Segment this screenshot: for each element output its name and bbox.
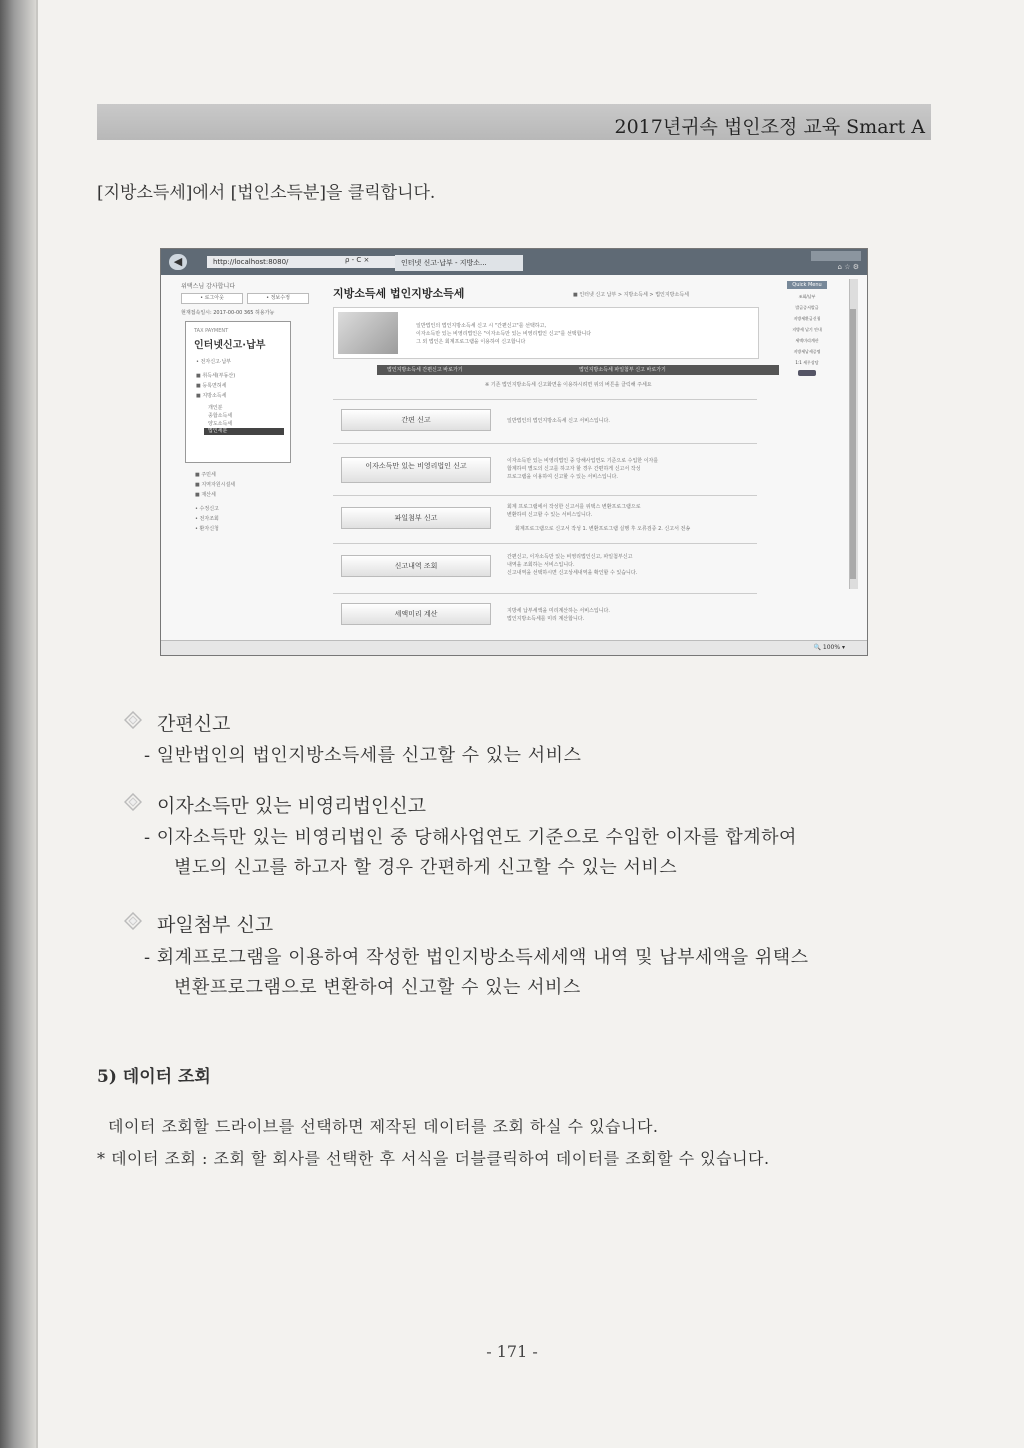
page-number: - 171 - — [486, 1342, 538, 1361]
sidebar-item[interactable]: ■ 지방소득세 — [196, 393, 227, 399]
sidebar-item[interactable]: ■ 등록면허세 — [196, 383, 227, 389]
divider — [333, 399, 757, 400]
simple-filing-button[interactable]: 간편 신고 — [341, 409, 491, 431]
row-description — [507, 553, 777, 577]
book-spine — [0, 0, 36, 1448]
address-bar[interactable]: http://localhost:8080/ — [207, 256, 407, 268]
quick-menu-item[interactable]: 1:1 세무상담 — [795, 360, 819, 365]
intro-text: [지방소득세]에서 [법인소득분]을 클릭합니다. — [97, 183, 436, 203]
file-attach-filing-button[interactable]: 파일첨부 신고 — [341, 507, 491, 529]
quick-menu-item[interactable]: 지방세납세증명 — [793, 349, 821, 354]
logout-button[interactable]: • 로그아웃 — [181, 293, 243, 304]
divider — [333, 443, 757, 444]
sidebar-item[interactable]: ■ 지역자원시설세 — [195, 482, 236, 488]
paragraph: * 데이터 조회 : 조회 할 회사를 선택한 후 서식을 더블클릭하여 데이터를 조회할 수 있습니다. — [97, 1149, 770, 1168]
sidebar — [181, 281, 311, 641]
banner-line: 일반법인의 법인지방소득세 신고 시 "간편신고"를 선택하고, — [416, 323, 547, 329]
banner-text — [416, 322, 591, 346]
sidebar-subitem[interactable]: 개인분 — [208, 405, 223, 411]
sidebar-date: 현재접속일시: 2017-00-00 365 허용가능 — [181, 310, 275, 316]
filing-history-button[interactable]: 신고내역 조회 — [341, 555, 491, 577]
window-controls[interactable]: ⌂ ☆ ⚙ — [837, 263, 859, 271]
diamond-bullet-icon — [124, 793, 142, 811]
row-desc-line: 회계프로그램으로 신고서 작성 1. 변환프로그램 실행 후 오류검증 2. 신고서 전송 — [515, 526, 691, 532]
quick-menu — [787, 281, 827, 399]
row-description — [507, 607, 777, 623]
sidebar-item[interactable]: • 전자신고·납부 — [196, 359, 232, 365]
sidebar-subitem[interactable]: 양도소득세 — [208, 421, 233, 427]
row-desc-line: 일반법인의 법인지방소득세 신고 서비스입니다. — [507, 418, 610, 424]
section-line: - 일반법인의 법인지방소득세를 신고할 수 있는 서비스 — [144, 745, 582, 766]
section-line: - 회계프로그램을 이용하여 작성한 법인지방소득세세액 내역 및 납부세액을 위택스 — [144, 947, 809, 968]
row-desc-line: 지방세 납부세액을 미리계산하는 서비스입니다. — [507, 608, 610, 614]
section-title: 파일첨부 신고 — [157, 914, 274, 936]
info-banner — [333, 307, 759, 359]
banner-line: 그 외 법인은 회계프로그램을 이용하여 신고합니다 — [416, 339, 526, 345]
simple-filing-shortcut-button[interactable]: 법인지방소득세 간편신고 바로가기 — [377, 365, 571, 375]
sidebar-item[interactable]: • 수정신고 — [195, 506, 219, 512]
section-heading: 5) 데이터 조회 — [97, 1067, 211, 1087]
notice-text: ※ 기존 법인지방소득세 신고화면을 이용하시려면 위의 버튼을 클릭해 주세요 — [485, 382, 652, 388]
address-controls[interactable]: ρ - C × — [345, 256, 370, 264]
spine-edge — [36, 0, 38, 1448]
sidebar-item[interactable]: ■ 취득세(부동산) — [196, 373, 236, 379]
sidebar-subtitle: TAX PAYMENT — [194, 328, 229, 334]
row-desc-line: 법인지방소득세를 미리 계산합니다. — [507, 616, 585, 622]
row-desc-line: 간편신고, 이자소득만 있는 비영리법인신고, 파일첨부신고 — [507, 554, 633, 560]
sidebar-menu — [185, 321, 291, 463]
info-edit-button[interactable]: • 정보수정 — [247, 293, 309, 304]
file-filing-shortcut-button[interactable]: 법인지방소득세 파일첨부 신고 바로가기 — [569, 365, 779, 375]
diamond-bullet-icon — [124, 711, 142, 729]
divider — [333, 495, 757, 496]
embedded-screenshot — [160, 248, 868, 656]
zoom-level[interactable]: 🔍 100% ▾ — [813, 644, 845, 651]
section-line: 변환프로그램으로 변환하여 신고할 수 있는 서비스 — [174, 977, 581, 998]
quick-menu-item[interactable]: 세액미리계산 — [795, 338, 819, 343]
sidebar-item-selected[interactable]: 법인세분 — [204, 428, 284, 435]
row-description — [507, 417, 777, 425]
sidebar-subitem[interactable]: 종합소득세 — [208, 413, 233, 419]
sidebar-heading: 인터넷신고·납부 — [194, 340, 266, 351]
section-title: 간편신고 — [157, 713, 231, 735]
row-desc-line: 내역을 조회하는 서비스입니다. — [507, 562, 575, 568]
row-desc-line: 회계 프로그램에서 작성한 신고서를 위택스 변환프로그램으로 — [507, 504, 641, 510]
quick-menu-item[interactable]: 발급증서발급 — [795, 305, 819, 310]
row-desc-line: 합계하여 별도의 신고를 하고자 할 경우 간편하게 신고서 작성 — [507, 466, 641, 472]
scrollbar-thumb[interactable] — [850, 309, 856, 579]
sidebar-greeting: 위택스님 감사합니다 — [181, 283, 236, 290]
row-desc-line: 변환하여 신고할 수 있는 서비스입니다. — [507, 512, 593, 518]
page-title: 지방소득세 법인지방소득세 — [333, 287, 465, 300]
back-arrow-icon[interactable]: ◀ — [169, 254, 187, 270]
quick-menu-top-button[interactable] — [798, 370, 816, 376]
window-buttons[interactable] — [811, 251, 861, 261]
row-description — [507, 503, 807, 533]
quick-menu-item[interactable]: 조회/납부 — [798, 294, 816, 299]
banner-line: 이자소득만 있는 비영리법인은 "이자소득만 있는 비영리법인 신고"를 선택합니다 — [416, 331, 592, 337]
browser-tab[interactable]: 인터넷 신고·납부 - 지방소... — [395, 255, 523, 271]
row-desc-line: 신고내역을 선택하시면 신고상세내역을 확인할 수 있습니다. — [507, 570, 638, 576]
breadcrumb: ■ 인터넷 신고 납부 > 지방소득세 > 법인지방소득세 — [573, 292, 690, 298]
tax-precalc-button[interactable]: 세액미리 계산 — [341, 603, 491, 625]
quick-menu-item[interactable]: 지방세환급신청 — [793, 316, 821, 321]
section-title: 이자소득만 있는 비영리법인신고 — [157, 795, 427, 817]
header-title: 2017년귀속 법인조정 교육 Smart A — [614, 116, 925, 138]
header-bar — [97, 104, 931, 140]
sidebar-item[interactable]: • 전자조회 — [195, 516, 219, 522]
quick-menu-item[interactable]: 지방세 납기 안내 — [792, 327, 822, 332]
section-line: - 이자소득만 있는 비영리법인 중 당해사업연도 기준으로 수입한 이자를 합계하여 — [144, 827, 797, 848]
sidebar-item[interactable]: ■ 재산세 — [195, 492, 216, 498]
paragraph: 데이터 조회할 드라이브를 선택하면 제작된 데이터를 조회 하실 수 있습니다. — [108, 1117, 659, 1136]
browser-toolbar — [161, 249, 867, 275]
banner-illustration — [338, 312, 398, 354]
section-line: 별도의 신고를 하고자 할 경우 간편하게 신고할 수 있는 서비스 — [174, 857, 678, 878]
divider — [333, 543, 757, 544]
nonprofit-filing-button[interactable]: 이자소득만 있는 비영리법인 신고 — [341, 457, 491, 483]
divider — [333, 593, 757, 594]
sidebar-item[interactable]: ■ 주민세 — [195, 472, 216, 478]
diamond-bullet-icon — [124, 912, 142, 930]
row-desc-line: 이자소득만 있는 비영리법인 중 당해사업연도 기준으로 수입한 이자를 — [507, 458, 659, 464]
quick-menu-title: Quick Menu — [787, 281, 827, 289]
status-bar — [161, 640, 867, 655]
row-description — [507, 457, 777, 481]
row-desc-line: 프로그램을 이용하여 신고할 수 있는 서비스입니다. — [507, 474, 618, 480]
sidebar-item[interactable]: • 환자신청 — [195, 526, 219, 532]
